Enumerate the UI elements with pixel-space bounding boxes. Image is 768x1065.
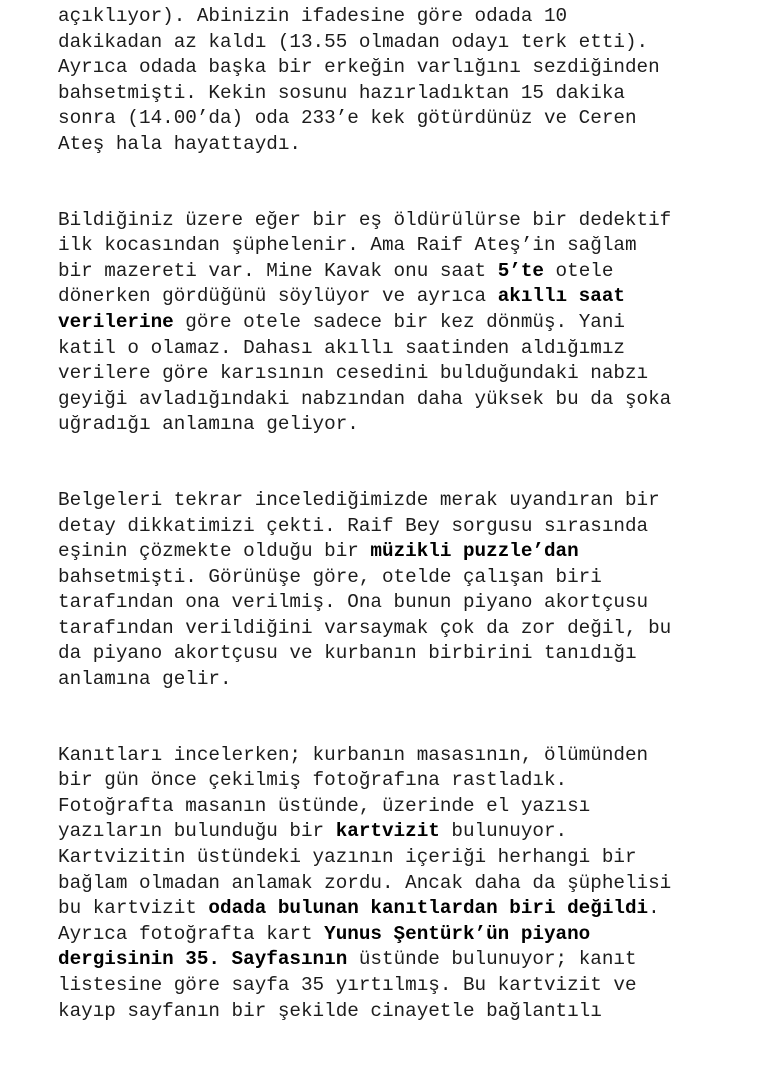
text-line [58,488,758,514]
text-line [58,132,758,158]
text-segment: bahsetmişti. Kekin sosunu hazırladıktan 15 dakika [58,81,625,104]
text-line [58,412,758,438]
text-line [58,616,758,642]
text-segment: bahsetmişti. Görünüşe göre, otelde çalışan biri [58,565,602,588]
text-line [58,947,758,973]
text-line [58,514,758,540]
bold-text: 5’te [497,259,544,282]
text-line [58,768,758,794]
text-line [58,999,758,1025]
text-segment: anlamına gelir. [58,668,232,691]
text-line [58,539,758,565]
text-line [58,387,758,413]
paragraph-spacer [58,438,758,488]
text-line [58,55,758,81]
text-line [58,819,758,845]
text-line [58,4,758,30]
text-segment: eşinin çözmekte olduğu bir [58,540,371,563]
text-segment: bulunuyor. [439,820,568,843]
text-line [58,845,758,871]
paragraph [58,743,758,1025]
text-line [58,30,758,56]
text-line [58,922,758,948]
text-line [58,259,758,285]
text-line [58,284,758,310]
text-line [58,973,758,999]
text-line [58,81,758,107]
text-line [58,565,758,591]
text-segment: da piyano akortçusu ve kurbanın birbirini tanıdığı [58,642,637,665]
bold-text: akıllı saat [497,285,625,308]
bold-text: kartvizit [335,820,440,843]
text-segment: bir gün önce çekilmiş fotoğrafına rastladık. [58,769,568,792]
text-segment: ilk kocasından şüphelenir. Ama Raif Ateş’in sağlam [58,234,637,257]
text-segment: geyiği avladığındaki nabzından daha yüksek bu da şoka [58,387,672,410]
text-line [58,871,758,897]
text-line [58,743,758,769]
text-segment: Belgeleri tekrar incelediğimizde merak uyandıran bir [58,488,660,511]
text-segment: tarafından ona verilmiş. Ona bunun piyano akortçusu [58,591,649,614]
text-line [58,641,758,667]
text-line [58,896,758,922]
text-segment: Kanıtları incelerken; kurbanın masasının, ölümünden [58,743,649,766]
text-segment: Bildiğiniz üzere eğer bir eş öldürülürse bir dedektif [58,208,672,231]
bold-text: odada bulunan kanıtlardan biri değildi [208,897,649,920]
text-line [58,590,758,616]
text-line [58,106,758,132]
text-segment: bu kartvizit [58,897,209,920]
text-line [58,667,758,693]
text-segment: katil o olamaz. Dahası akıllı saatinden aldığımız [58,336,625,359]
text-segment: listesine göre sayfa 35 yırtılmış. Bu kartvizit ve [58,974,637,996]
document-page [58,4,758,1024]
text-segment: uğradığı anlamına geliyor. [58,413,359,436]
text-segment: Ateş hala hayattaydı. [58,132,301,155]
bold-text: Yunus Şentürk’ün piyano [324,922,591,945]
text-segment: Kartvizitin üstündeki yazının içeriği herhangi bir [58,846,637,869]
text-line [58,794,758,820]
text-segment: kayıp sayfanın bir şekilde cinayetle bağlantılı [58,999,602,1022]
text-segment: tarafından verildiğini varsaymak çok da zor değil, bu [58,616,672,639]
text-segment: dakikadan az kaldı (13.55 olmadan odayı terk etti). [58,30,649,53]
text-segment: dönerken gördüğünü söylüyor ve ayrıca [58,285,498,308]
text-segment: Ayrıca odada başka bir erkeğin varlığını sezdiğinden [58,56,660,79]
paragraph [58,208,758,438]
text-segment: Ayrıca fotoğrafta kart [58,922,325,945]
paragraph [58,488,758,693]
bold-text: verilerine [58,310,174,333]
text-segment: otele [543,259,614,282]
paragraph-spacer [58,158,758,208]
text-line [58,233,758,259]
text-segment: detay dikkatimizi çekti. Raif Bey sorgusu sırasında [58,514,649,537]
text-segment: sonra (14.00’da) oda 233’e kek götürdünüz ve Ceren [58,107,637,130]
text-line [58,310,758,336]
paragraph [58,4,758,158]
text-segment: verilere göre karısının cesedini bulduğundaki nabzı [58,362,649,385]
bold-text: müzikli puzzle’dan [370,540,579,563]
text-segment: bir mazereti var. Mine Kavak onu saat [58,259,498,282]
text-line [58,361,758,387]
bold-text: dergisinin 35. Sayfasının [58,948,348,971]
paragraph-spacer [58,693,758,743]
text-segment: . [648,897,660,920]
text-segment: Fotoğrafta masanın üstünde, üzerinde el yazısı [58,794,591,817]
text-segment: yazıların bulunduğu bir [58,820,336,843]
text-segment: üstünde bulunuyor; kanıt [347,948,637,971]
text-line [58,208,758,234]
text-segment: açıklıyor). Abinizin ifadesine göre odada 10 [58,5,568,27]
text-segment: göre otele sadece bir kez dönmüş. Yani [173,310,625,333]
text-segment: bağlam olmadan anlamak zordu. Ancak daha da şüphelisi [58,871,672,894]
text-line [58,336,758,362]
